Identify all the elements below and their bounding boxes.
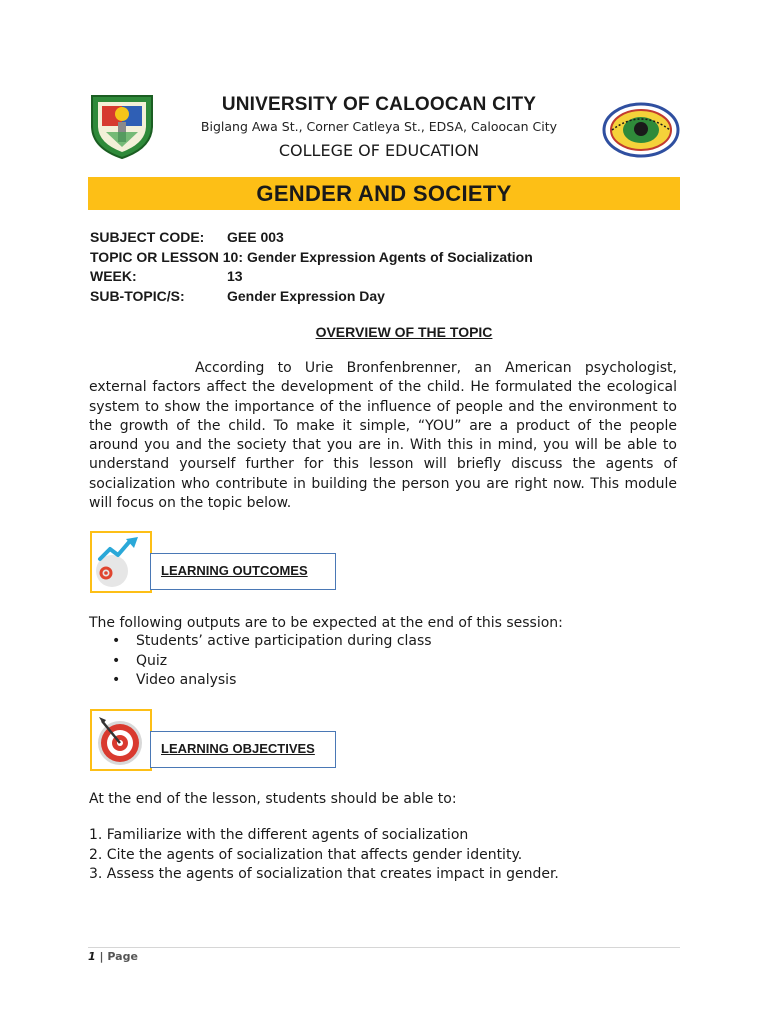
week-value: 13 [227, 268, 243, 284]
subject-code-label: SUBJECT CODE: [90, 229, 205, 245]
learning-objectives-box [150, 731, 336, 768]
objectives-intro: At the end of the lesson, students should be able to: [89, 791, 457, 807]
outcomes-intro: The following outputs are to be expected at the end of this session: [89, 615, 563, 631]
list-item: • Students’ active participation during class [112, 632, 432, 652]
list-item: • Quiz [112, 652, 432, 672]
overview-heading: OVERVIEW OF THE TOPIC [315, 324, 493, 340]
document-title-bar [88, 177, 680, 210]
learning-objectives-heading: LEARNING OBJECTIVES [161, 741, 315, 756]
topic-label: TOPIC OR LESSON 10: [90, 248, 243, 265]
footer-separator: | [99, 950, 104, 963]
list-item: • Video analysis [112, 671, 432, 691]
subtopic-row [90, 287, 690, 307]
document-title: GENDER AND SOCIETY [256, 181, 512, 206]
overview-heading-wrap [0, 322, 768, 341]
objectives-list [89, 826, 559, 885]
list-item: 1. Familiarize with the different agents of socialization [89, 827, 469, 843]
topic-value: Gender Expression Agents of Socialization [247, 248, 533, 265]
objectives-icon-frame [90, 709, 152, 771]
page-label: Page [107, 950, 138, 963]
list-item: 3. Assess the agents of socialization that creates impact in gender. [89, 866, 559, 882]
outcomes-icon-frame [90, 531, 152, 593]
university-address: Biglang Awa St., Corner Catleya St., EDSA, Caloocan City [200, 119, 558, 134]
university-name: UNIVERSITY OF CALOOCAN CITY [221, 94, 537, 115]
subtopic-label: SUB-TOPIC/S: [90, 287, 185, 304]
subtopic-value: Gender Expression Day [227, 287, 385, 304]
college-name: COLLEGE OF EDUCATION [278, 141, 480, 160]
learning-outcomes-box [150, 553, 336, 590]
list-item: 2. Cite the agents of socialization that affects gender identity. [89, 846, 523, 863]
page-footer [88, 950, 138, 963]
footer-divider [88, 947, 680, 948]
university-seal-icon [88, 92, 156, 160]
outcomes-list [112, 632, 432, 691]
document-header [88, 92, 680, 162]
subject-code-value: GEE 003 [227, 229, 284, 245]
week-row [90, 267, 690, 287]
target-icon [92, 711, 150, 769]
subject-meta [90, 228, 690, 306]
page-number: 1 [88, 950, 96, 963]
subject-code-row [90, 228, 690, 248]
college-seal-icon [602, 102, 680, 158]
overview-paragraph: According to Urie Bronfenbrenner, an American psychologist, external factors affect the development of the child. He formulated the ecological system to show the importance of the influence of people and the environment to the growth of the child. To make it simple, “YOU” are a product of the people around you and the society that you are in. With this in mind, you will be able to understand yourself further for this lesson will briefly discuss the agents of socialization who contribute in building the person you are right now. This module will focus on the topic below. [89, 360, 677, 512]
week-label: WEEK: [90, 268, 137, 284]
topic-row [90, 248, 690, 268]
growth-chart-icon [92, 533, 150, 591]
learning-outcomes-heading: LEARNING OUTCOMES [161, 563, 308, 578]
